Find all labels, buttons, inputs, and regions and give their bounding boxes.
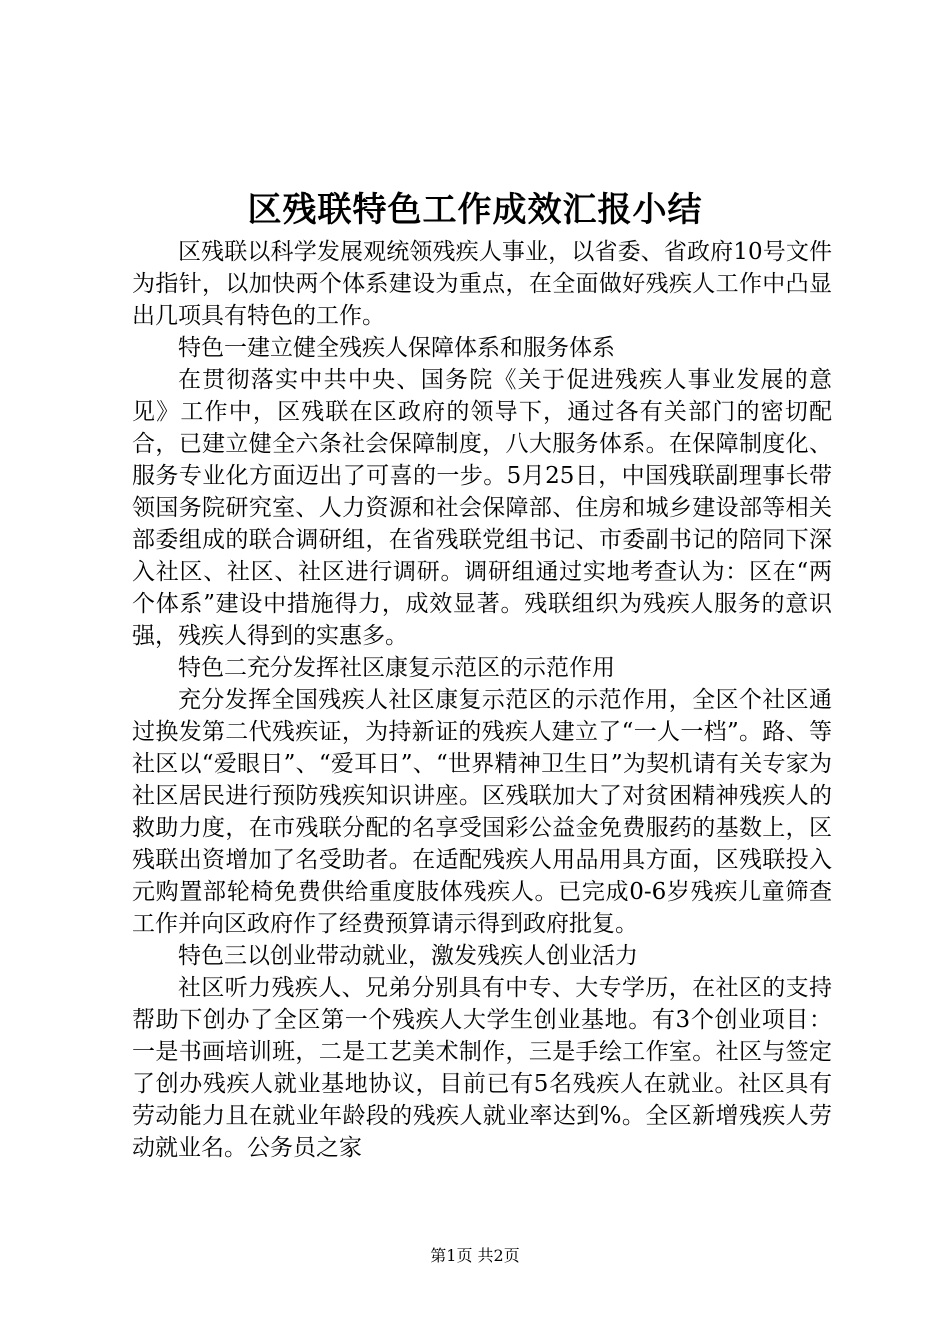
page-number-footer: 第1页 共2页 <box>430 1246 520 1265</box>
document-title: 区残联特色工作成效汇报小结 <box>247 190 703 230</box>
intro-paragraph: 区残联以科学发展观统领残疾人事业，以省委、省政府10号文件为指针，以加快两个体系建设为重点，在全面做好残疾人工作中凸显出几项具有特色的工作。 <box>132 239 832 329</box>
section-paragraph-1: 在贯彻落实中共中央、国务院《关于促进残疾人事业发展的意见》工作中，区残联在区政府的领导下，通过各有关部门的密切配合，已建立健全六条社会保障制度，八大服务体系。在保障制度化、服务专业化方面迈出了可喜的一步。5月25日，中国残联副理事长带领国务院研究室、人力资源和社会保障部、住房和城乡建设部等相关部委组成的联合调研组，在省残联党组书记、市委副书记的陪同下深入社区、社区、社区进行调研。调研组通过实地考查认为：区在“两个体系”建设中措施得力，成效显著。残联组织为残疾人服务的意识强，残疾人得到的实惠多。 <box>132 367 832 649</box>
section-heading-1: 特色一建立健全残疾人保障体系和服务体系 <box>178 335 615 361</box>
section-paragraph-3: 社区听力残疾人、兄弟分别具有中专、大专学历，在社区的支持帮助下创办了全区第一个残疾人大学生创业基地。有3个创业项目：一是书画培训班，二是工艺美术制作，三是手绘工作室。社区与签定了创办残疾人就业基地协议，目前已有5名残疾人在就业。社区具有劳动能力且在就业年龄段的残疾人就业率达到%。全区新增残疾人劳动就业名。公务员之家 <box>132 975 832 1161</box>
document-body <box>132 236 832 1164</box>
section-paragraph-2: 充分发挥全国残疾人社区康复示范区的示范作用，全区个社区通过换发第二代残疾证，为持新证的残疾人建立了“一人一档”。路、等社区以“爱眼日”、“爱耳日”、“世界精神卫生日”为契机请有关专家为社区居民进行预防残疾知识讲座。区残联加大了对贫困精神残疾人的救助力度，在市残联分配的名享受国彩公益金免费服药的基数上，区残联出资增加了名受助者。在适配残疾人用品用具方面，区残联投入元购置部轮椅免费供给重度肢体残疾人。已完成0-6岁残疾儿童筛查工作并向区政府作了经费预算请示得到政府批复。 <box>132 687 832 937</box>
section-heading-2: 特色二充分发挥社区康复示范区的示范作用 <box>178 655 615 681</box>
section-heading-3: 特色三以创业带动就业，激发残疾人创业活力 <box>178 943 638 969</box>
